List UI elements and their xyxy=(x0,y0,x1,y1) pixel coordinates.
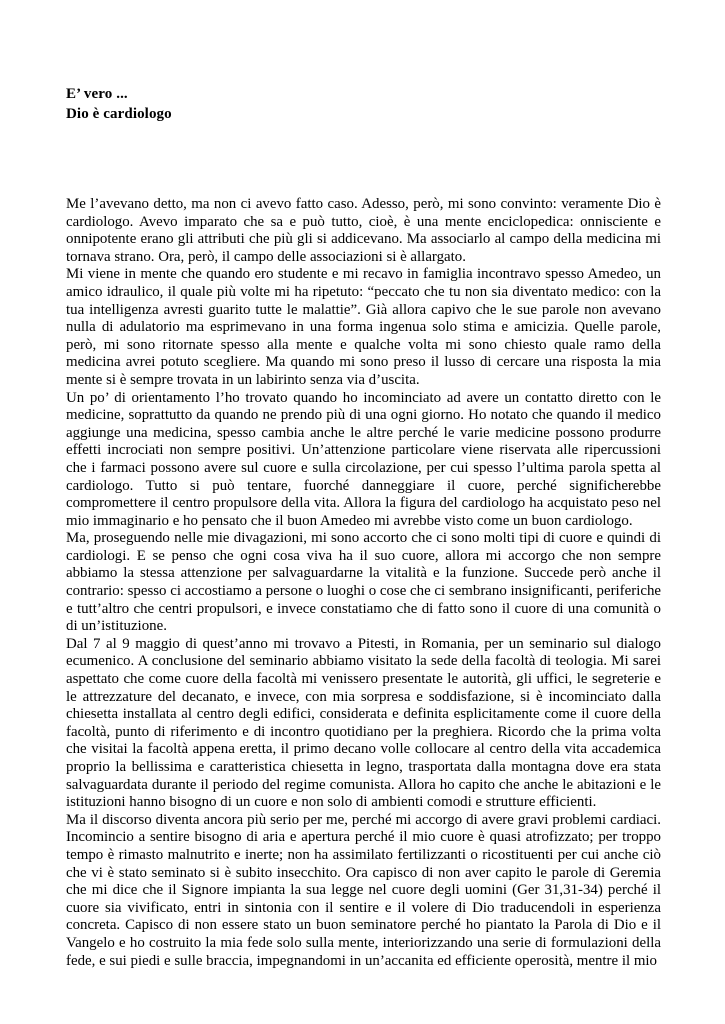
title-line-2: Dio è cardiologo xyxy=(66,106,172,122)
document-body xyxy=(66,196,661,970)
paragraph: Ma, proseguendo nelle mie divagazioni, mi sono accorto che ci sono molti tipi di cuore e quindi di cardiologi. E se penso che ogni cosa viva ha il suo cuore, allora mi accorgo che non sempre abbiamo la stessa attenzione per salvaguardarne la vitalità e la funzione. Succede però anche il contrario: spesso ci accostiamo a persone o luoghi o cose che ci sembrano insignificanti, periferiche e tutt’altro che centri propulsori, e invece constatiamo che di fatto sono il cuore di una comunità o di un’istituzione. xyxy=(66,530,662,635)
paragraph: Ma il discorso diventa ancora più serio per me, perché mi accorgo di avere gravi problemi cardiaci. Incomincio a sentire bisogno di aria e apertura perché il mio cuore è quasi atrofizzato; per troppo tempo è rimasto malnutrito e inerte; non ha assimilato fertilizzanti o ricostituenti per cui anche ciò che vi è stato seminato si è subito insecchito. Ora capisco di non aver capito le parole di Geremia che mi dice che il Signore impianta la sua legge nel cuore degli uomini (Ger 31,31-34) perché il cuore sia vivificato, entri in sintonia con il sentire e il volere di Dio traducendoli in esperienza concreta. Capisco di non essere stato un buon seminatore perché ho piantato la Parola di Dio e il Vangelo e ho costruito la mia fede solo sulla mente, interiorizzando una serie di formulazioni della fede, e sui piedi e sulle braccia, impegnandomi in un’accanita ed efficiente operosità, mentre il mio xyxy=(66,811,661,969)
paragraph: Un po’ di orientamento l’ho trovato quando ho incominciato ad avere un contatto diretto con le medicine, soprattutto da quando ne prendo più di una ogni giorno. Ho notato che quando il medico aggiunge una medicina, spesso cambia anche le altre perché le varie medicine possono produrre effetti incrociati non sempre positivi. Un’attenzione particolare viene riservata alle ripercussioni che i farmaci possono avere sul cuore e sulla circolazione, per cui spesso l’ultima parola spetta al cardiologo. Tutto si può tentare, fuorché danneggiare il cuore, perché significherebbe compromettere il centro propulsore della vita. Allora la figura del cardiologo ha acquistato peso nel mio immaginario e ho pensato che il buon Amedeo mi avrebbe visto come un buon cardiologo. xyxy=(66,389,661,529)
paragraph: Dal 7 al 9 maggio di quest’anno mi trovavo a Pitesti, in Romania, per un seminario sul dialogo ecumenico. A conclusione del seminario abbiamo visitato la sede della facoltà di teologia. Mi sarei aspettato che come cuore della facoltà mi venissero presentate le autorità, gli uffici, le segreterie e le attrezzature del decanato, e invece, con mia sorpresa e soddisfazione, si è incominciato dalla chiesetta installata al centro degli edifici, considerata e definita esplicitamente come il cuore della facoltà, punto di riferimento e di incontro quotidiano per la preghiera. Ricordo che la prima volta che visitai la facoltà appena eretta, il primo decano volle collocare al centro della vita accademica proprio la bellissima e caratteristica chiesetta in legno, trasportata dalla montagna dove era stata salvaguardata durante il periodo del regime comunista. Allora ho capito che anche le abitazioni e le istituzioni hanno bisogno di un cuore e non solo di ambienti comodi e strutture efficienti. xyxy=(66,635,661,811)
title-line-1: E’ vero ... xyxy=(66,86,128,102)
paragraph: Mi viene in mente che quando ero studente e mi recavo in famiglia incontravo spesso Amedeo, un amico idraulico, il quale più volte mi ha ripetuto: “peccato che tu non sia diventato medico: con la tua intelligenza avresti guarito tutte le malattie”. Già allora capivo che le sue parole non avevano nulla di adulatorio ma esprimevano in una forma ingenua solo stima e amicizia. Quelle parole, però, mi sono ritornate spesso alla mente e qualche volta mi sono chiesto quale ramo della medicina avrei potuto scegliere. Ma quando mi sono preso il lusso di cercare una risposta la mia mente si è sempre trovata in un labirinto senza via d’uscita. xyxy=(66,266,661,388)
document-title xyxy=(66,84,661,124)
paragraph: Me l’avevano detto, ma non ci avevo fatto caso. Adesso, però, mi sono convinto: veramente Dio è cardiologo. Avevo imparato che sa e può tutto, cioè, è una mente enciclopedica: onnisciente e onnipotente erano gli attributi che più gli si addicevano. Ma associarlo al campo della medicina mi tornava strano. Ora, però, il campo delle associazioni si è allargato. xyxy=(66,196,661,265)
